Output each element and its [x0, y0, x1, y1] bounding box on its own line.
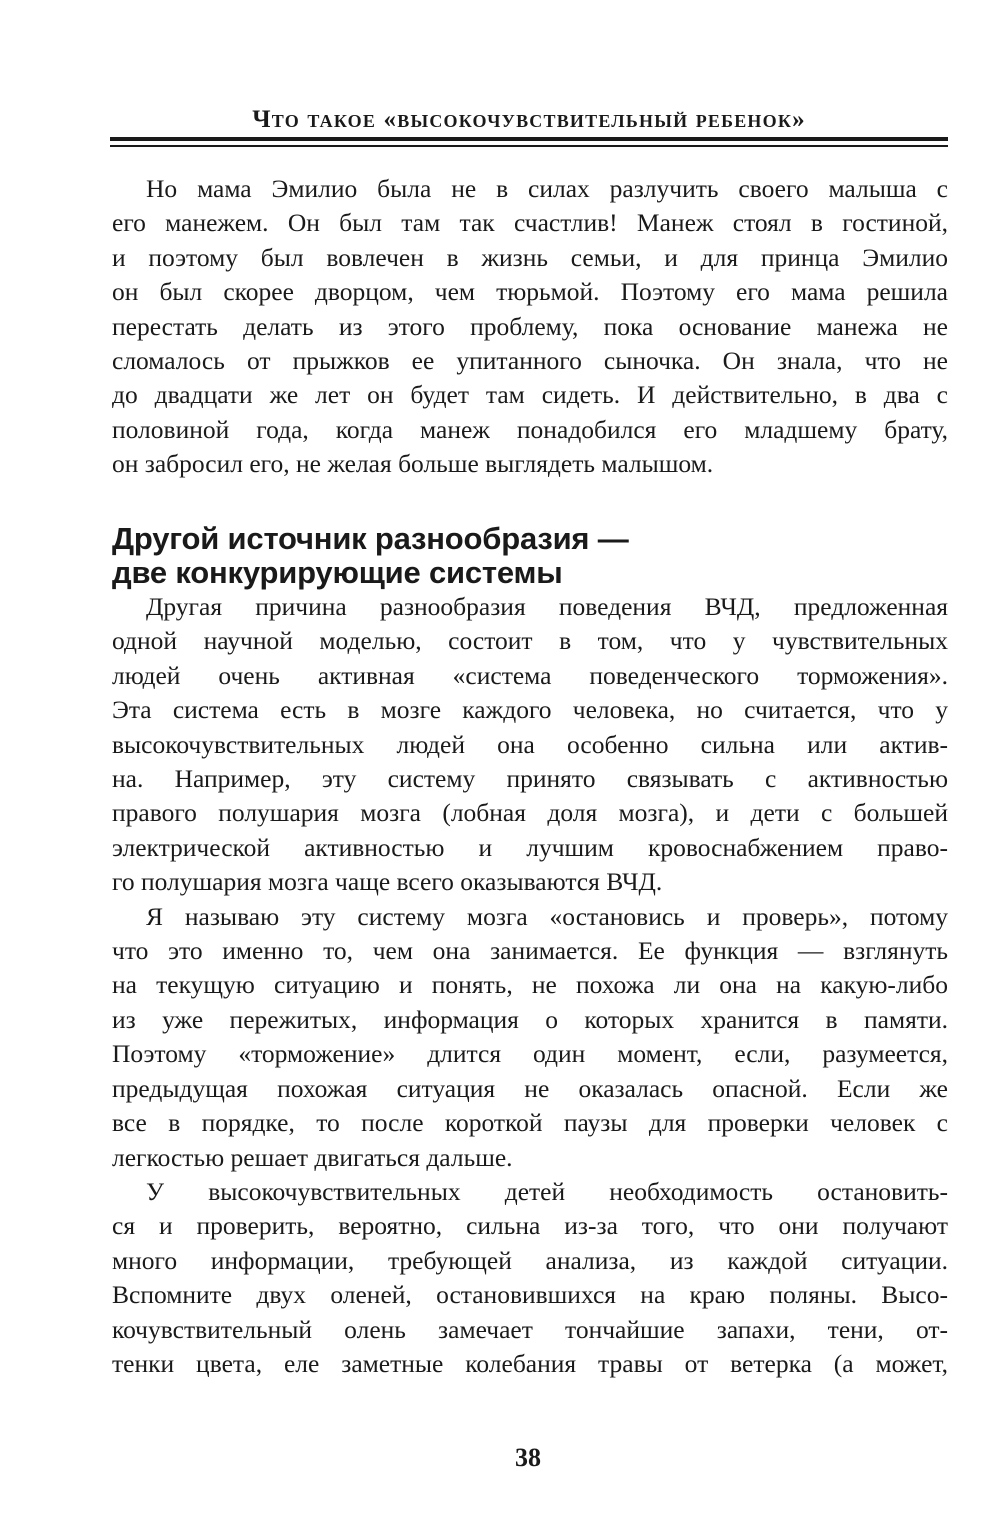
paragraph-2	[112, 590, 948, 900]
text-line: он забросил его, не желая больше выглядеть малышом.	[112, 449, 714, 479]
section-heading	[112, 522, 948, 590]
running-head: Что такое «высокочувствительный ребенок»	[252, 106, 806, 133]
text-line: правого полушария мозга (лобная доля мозга), и дети с большей	[112, 798, 948, 828]
text-line: высокочувствительных людей она особенно сильна или актив-	[112, 729, 948, 759]
text-line: Я называю эту систему мозга «остановись и проверь», потому	[146, 901, 948, 931]
page-number: 38	[515, 1443, 541, 1472]
text-line: сломалось от прыжков ее упитанного сыночка. Он знала, что не	[112, 346, 948, 376]
text-line: до двадцати же лет он будет там сидеть. И действительно, в два с	[112, 380, 948, 410]
text-line: тенки цвета, еле заметные колебания травы от ветерка (а может,	[112, 1348, 948, 1378]
text-line: на текущую ситуацию и понять, не похожа ли она на какую-либо	[112, 970, 948, 1000]
text-line: Поэтому «торможение» длится один момент, если, разумеется,	[112, 1039, 948, 1069]
text-line: все в порядке, то после короткой паузы для проверки человек с	[112, 1108, 948, 1138]
section-body	[112, 590, 948, 1381]
text-line: много информации, требующей анализа, из каждой ситуации.	[112, 1245, 948, 1275]
paragraph-3	[112, 900, 948, 1175]
section-heading-line-1: Другой источник разнообразия —	[112, 521, 629, 556]
text-line: У высокочувствительных детей необходимость остановить-	[146, 1176, 948, 1206]
text-line: половиной года, когда манеж понадобился его младшему брату,	[112, 414, 948, 444]
text-line: его манежем. Он был там так счастлив! Манеж стоял в гостиной,	[112, 208, 948, 238]
text-line: он был скорее дворцом, чем тюрьмой. Поэтому его мама решила	[112, 277, 948, 307]
text-line: одной научной моделью, состоит в том, что у чувствительных	[112, 626, 948, 656]
text-line: перестать делать из этого проблему, пока основание манежа не	[112, 311, 948, 341]
section-heading-line-2: две конкурирующие системы	[112, 555, 563, 590]
text-line: людей очень активная «система поведенческого торможения».	[112, 660, 948, 690]
text-line: ся и проверить, вероятно, сильна из-за того, что они получают	[112, 1211, 948, 1241]
paragraph-4	[112, 1175, 948, 1381]
text-line: кочувствительный олень замечает тончайшие запахи, тени, от-	[112, 1314, 948, 1344]
header-rule-thick	[110, 137, 948, 141]
paragraph-1	[112, 172, 948, 482]
text-line: легкостью решает двигаться дальше.	[112, 1142, 513, 1172]
text-line: Эта система есть в мозге каждого человека, но считается, что у	[112, 695, 948, 725]
text-line: из уже пережитых, информация о которых хранится в памяти.	[112, 1004, 948, 1034]
text-line: Другая причина разнообразия поведения ВЧД, предложенная	[146, 592, 948, 621]
text-line: на. Например, эту систему принято связывать с активностью	[112, 764, 948, 794]
text-line: Но мама Эмилио была не в силах разлучить своего малыша с	[146, 174, 948, 203]
text-line: Вспомните двух оленей, остановившихся на краю поляны. Высо-	[112, 1280, 948, 1310]
text-line: что это именно то, чем она занимается. Ее функция — взглянуть	[112, 936, 948, 966]
text-line: предыдущая похожая ситуация не оказалась опасной. Если же	[112, 1073, 948, 1103]
text-line: электрической активностью и лучшим кровоснабжением право-	[112, 832, 948, 862]
header-rule-thin	[110, 145, 948, 147]
text-line: и поэтому был вовлечен в жизнь семьи, и для принца Эмилио	[112, 242, 948, 272]
text-line: го полушария мозга чаще всего оказываются ВЧД.	[112, 867, 663, 897]
